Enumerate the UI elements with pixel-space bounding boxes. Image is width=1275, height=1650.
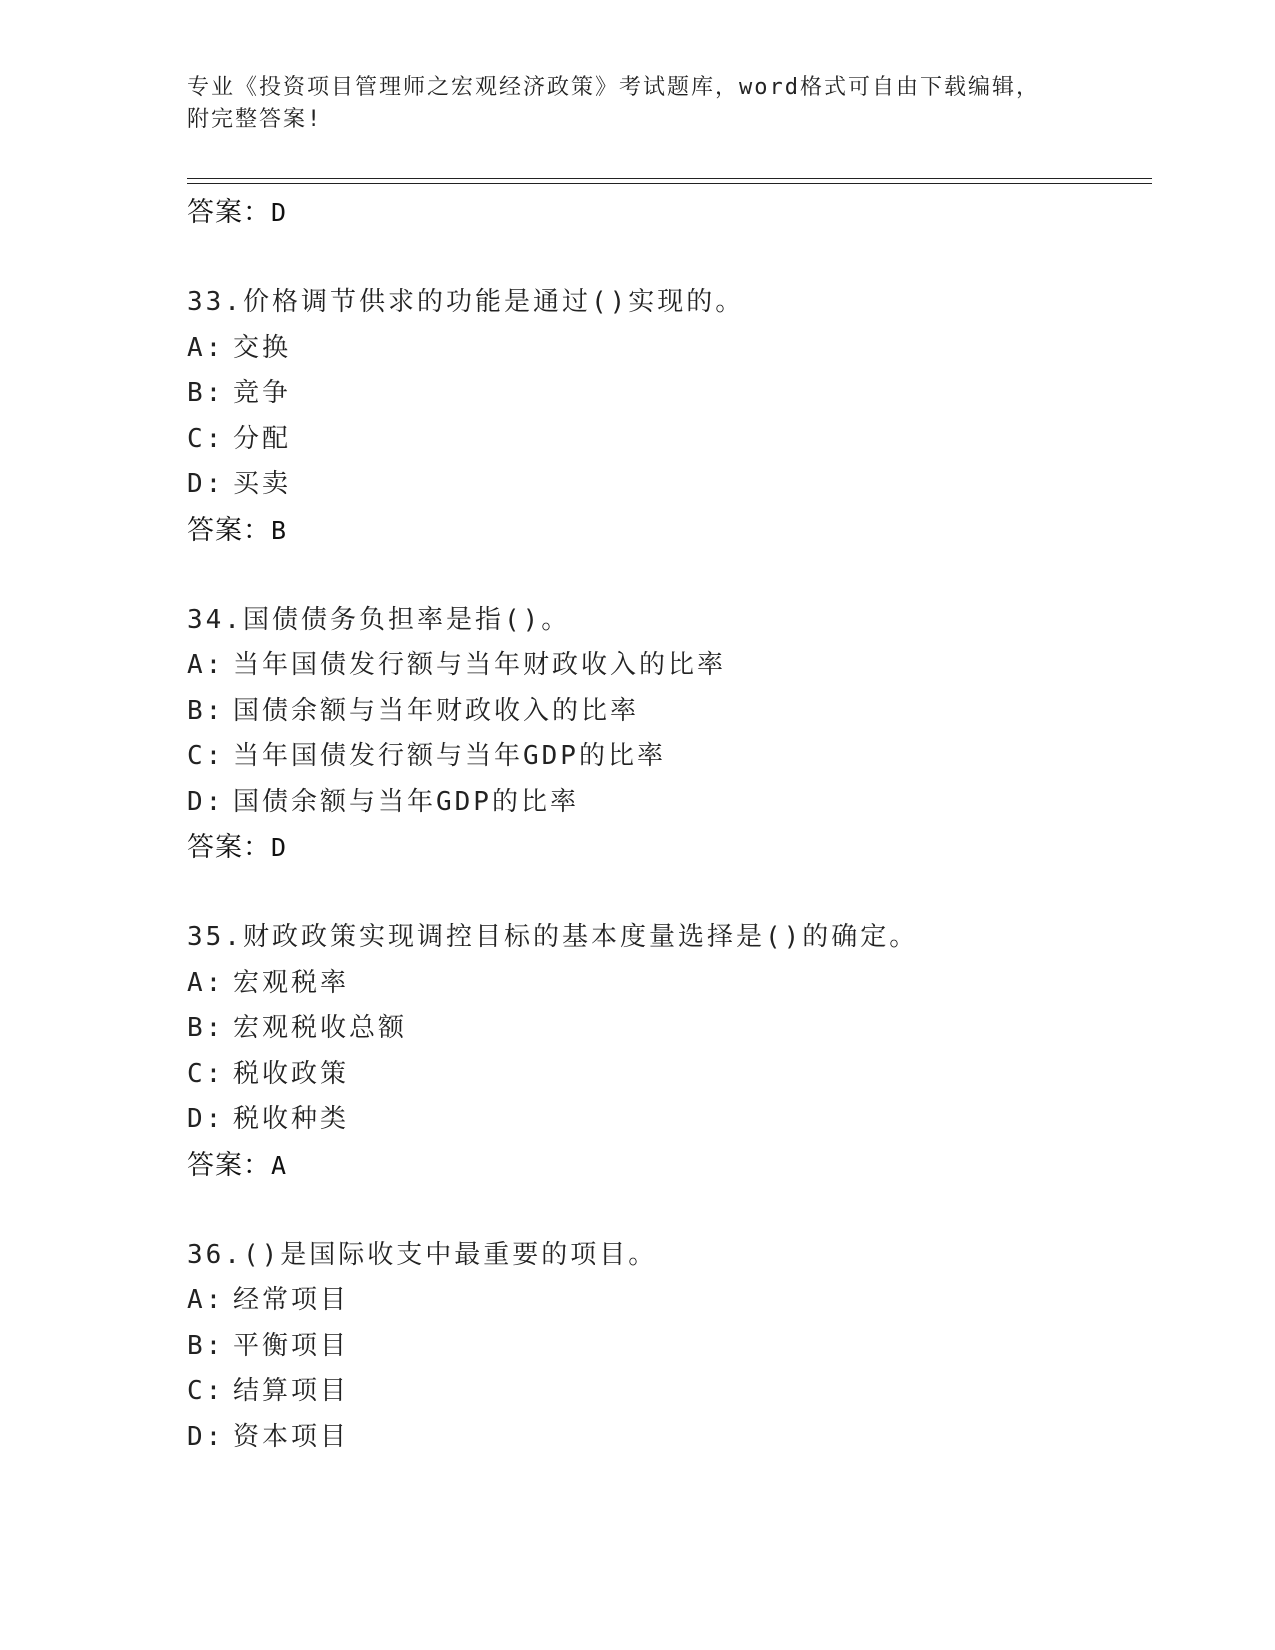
option-d [187, 780, 1152, 826]
header-divider-bottom [187, 183, 1152, 184]
option-key: C: [187, 1058, 225, 1089]
answer-line [187, 1143, 1152, 1189]
option-key: D: [187, 1104, 225, 1134]
option-c [187, 1369, 1152, 1415]
answer-line [187, 190, 1152, 236]
question-34 [187, 598, 1152, 872]
option-key: C: [187, 741, 225, 771]
option-key: A: [187, 332, 225, 363]
option-c [187, 1052, 1152, 1098]
header-divider-top [187, 178, 1152, 179]
option-text: 国债余额与当年财政收入的比率 [233, 695, 640, 726]
option-a [187, 643, 1152, 689]
option-key: D: [187, 786, 225, 817]
option-key: B: [187, 378, 225, 408]
answer-line [187, 508, 1152, 554]
option-c [187, 417, 1152, 463]
answer-label: 答案： [187, 832, 271, 863]
option-text: 税收种类 [233, 1104, 350, 1134]
option-text: 竞争 [233, 378, 292, 408]
option-b [187, 689, 1152, 735]
option-b [187, 371, 1152, 417]
option-text: 分配 [233, 423, 292, 454]
option-key: B: [187, 1013, 225, 1043]
question-stem: 35.财政政策实现调控目标的基本度量选择是()的确定。 [187, 922, 919, 952]
header-line-2: 附完整答案! [187, 107, 323, 132]
answer-line [187, 825, 1152, 871]
option-text: 宏观税率 [233, 967, 350, 998]
option-text: 国债余额与当年GDP的比率 [233, 786, 579, 817]
question-stem: 33.价格调节供求的功能是通过()实现的。 [187, 287, 745, 317]
question-list [187, 190, 1152, 1460]
option-a [187, 1278, 1152, 1324]
answer-label: 答案： [187, 1149, 271, 1181]
answer-value: D [271, 198, 288, 227]
question-35 [187, 915, 1152, 1189]
option-text: 经常项目 [233, 1285, 350, 1315]
option-text: 结算项目 [233, 1376, 350, 1406]
question-stem: 34.国债债务负担率是指()。 [187, 604, 571, 635]
option-c [187, 734, 1152, 780]
option-d [187, 1097, 1152, 1143]
option-key: D: [187, 1421, 225, 1452]
option-key: C: [187, 1376, 225, 1406]
answer-label: 答案： [187, 514, 271, 546]
document-header [187, 72, 1087, 136]
option-text: 买卖 [233, 469, 292, 499]
option-d [187, 1415, 1152, 1461]
answer-value: D [271, 833, 288, 862]
option-key: A: [187, 650, 225, 680]
option-text: 资本项目 [233, 1421, 350, 1452]
option-text: 平衡项目 [233, 1330, 350, 1361]
option-key: D: [187, 469, 225, 499]
question-36 [187, 1233, 1152, 1461]
option-text: 当年国债发行额与当年财政收入的比率 [233, 650, 727, 680]
option-a [187, 961, 1152, 1007]
header-line-1: 专业《投资项目管理师之宏观经济政策》考试题库，word格式可自由下载编辑， [187, 75, 1040, 100]
option-key: A: [187, 967, 225, 998]
option-key: C: [187, 423, 225, 454]
option-text: 当年国债发行额与当年GDP的比率 [233, 741, 666, 771]
option-key: B: [187, 695, 225, 726]
answer-label: 答案： [187, 197, 271, 228]
option-text: 交换 [233, 332, 292, 363]
answer-value: A [271, 1150, 288, 1180]
option-key: B: [187, 1330, 225, 1361]
answer-value: B [271, 515, 288, 545]
question-stem: 36.()是国际收支中最重要的项目。 [187, 1239, 658, 1270]
option-b [187, 1324, 1152, 1370]
question-33 [187, 280, 1152, 554]
option-key: A: [187, 1285, 225, 1315]
option-d [187, 462, 1152, 508]
option-b [187, 1006, 1152, 1052]
option-a [187, 326, 1152, 372]
option-text: 宏观税收总额 [233, 1013, 408, 1043]
option-text: 税收政策 [233, 1058, 350, 1089]
